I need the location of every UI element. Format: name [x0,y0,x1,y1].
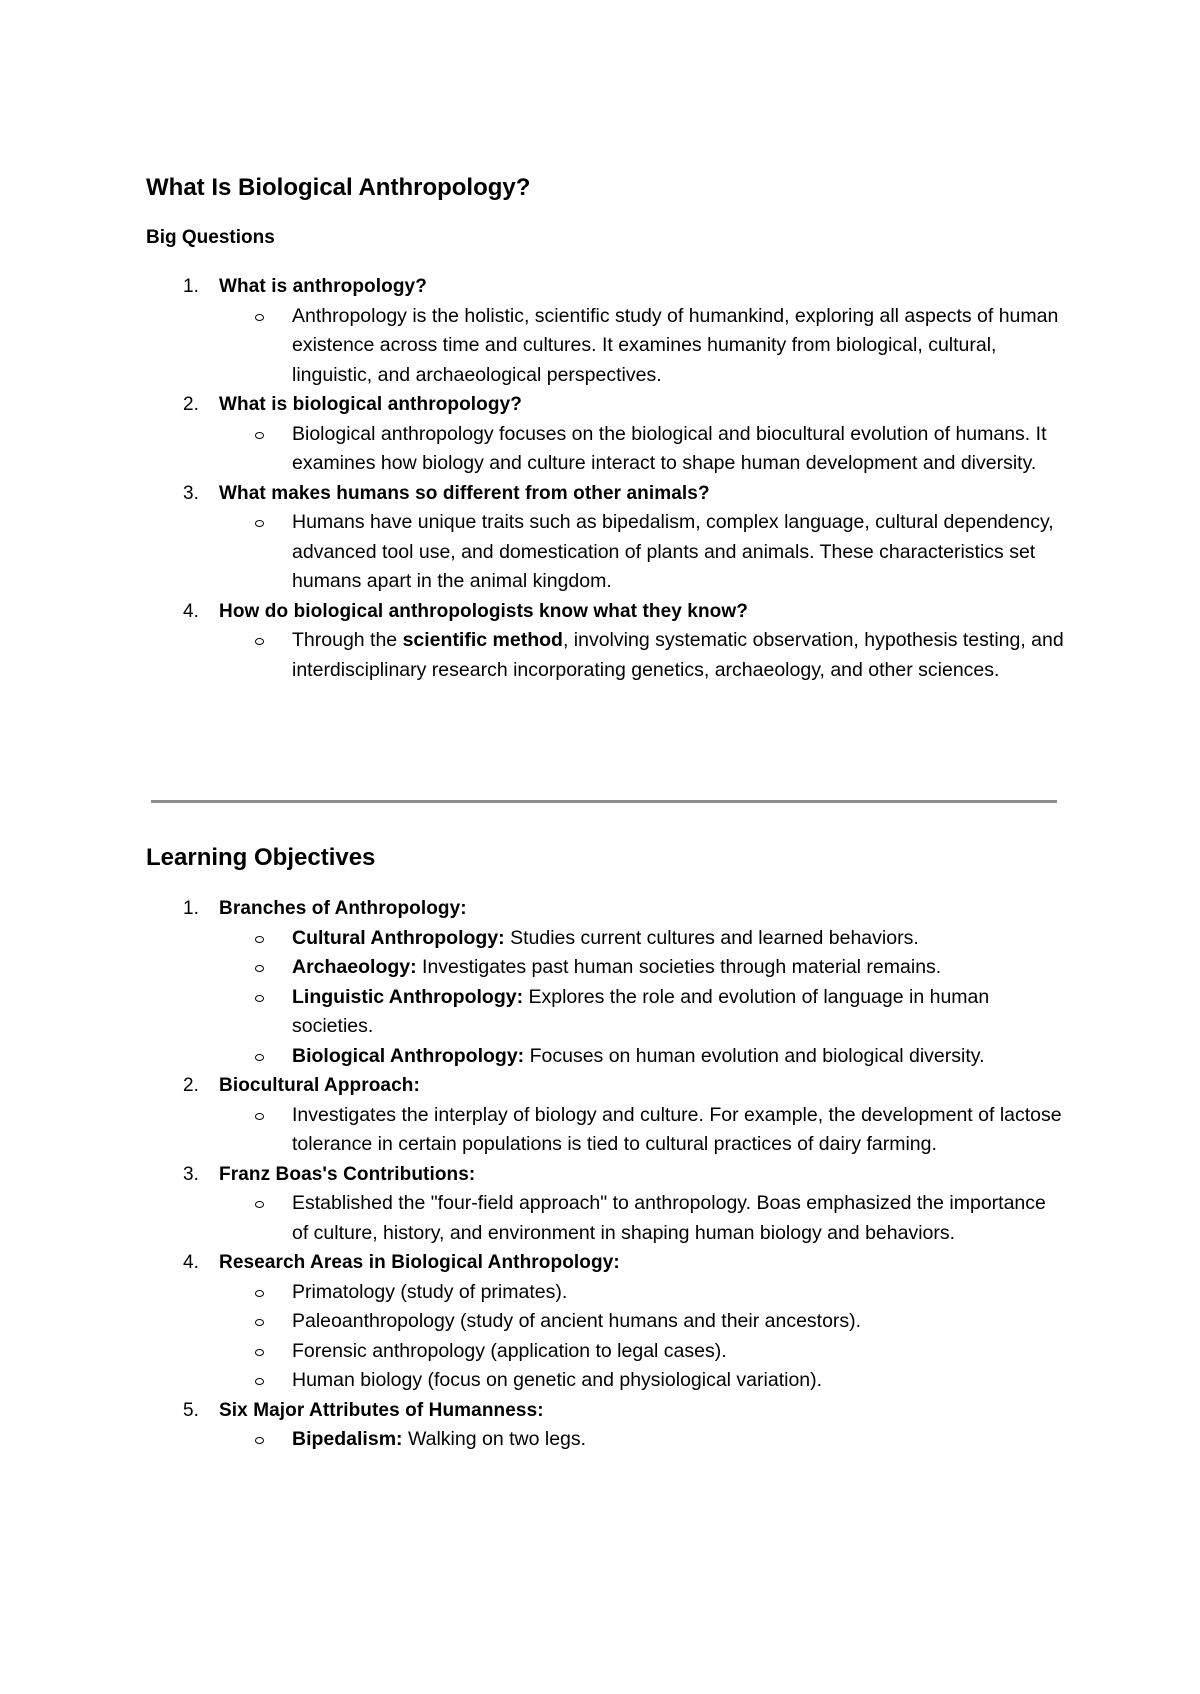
objective-item [146,894,1066,1071]
hollow-bullet-icon [255,936,264,943]
question-item [146,479,1066,597]
sub-item-text: Primatology (study of primates). [292,1280,568,1303]
answer-item [219,626,1066,685]
hollow-bullet-icon [255,638,264,645]
sub-item-text: Investigates the interplay of biology and culture. For example, the development of lactose tolerance in certain populations is tied to cultural practices of dairy farming. [292,1103,1062,1155]
sub-item-text: Established the "four-field approach" to anthropology. Boas emphasized the importance of culture, history, and environment in shaping human biology and behaviors. [292,1192,1046,1244]
sub-item-text: Walking on two legs. [402,1428,587,1450]
sub-item-term: Cultural Anthropology: [292,926,505,949]
sub-item-text: Investigates past human societies through material remains. [416,956,942,978]
objectives-list [146,894,1066,1455]
answer-list [219,626,1066,685]
section-learning-objectives [146,842,1066,1455]
objective-title: Franz Boas's Contributions: [219,1163,476,1185]
question-item [146,272,1066,390]
hollow-bullet-icon [255,1349,264,1356]
sub-item-term: Bipedalism: [292,1428,403,1450]
sub-item-text: Human biology (focus on genetic and physiological variation). [292,1369,823,1391]
list-number: 2. [183,1075,199,1096]
objective-item [146,1071,1066,1160]
section-big-questions [146,172,1066,685]
sub-item [219,983,1066,1042]
question-title: What is biological anthropology? [219,394,522,415]
question-title: What makes humans so different from other animals? [219,482,710,504]
list-number: 1. [183,276,199,297]
list-number: 2. [183,394,199,415]
question-item [146,390,1066,479]
sub-item-text: Explores the role and evolution of language in human societies. [292,985,990,1037]
hollow-bullet-icon [255,1378,264,1385]
hollow-bullet-icon [255,1201,264,1208]
sub-item [219,1278,1066,1308]
list-number: 1. [183,898,199,919]
sub-item-text: Paleoanthropology (study of ancient humans and their ancestors). [292,1310,862,1332]
section-title: Learning Objectives [146,844,376,871]
objective-sublist [219,1101,1066,1160]
sub-item [219,1307,1066,1337]
hollow-bullet-icon [255,1319,264,1326]
question-item [146,597,1066,686]
objective-title: Six Major Attributes of Humanness: [219,1399,544,1421]
sub-item [219,924,1066,954]
sub-item [219,1042,1066,1072]
objective-sublist [219,1189,1066,1248]
answer-item [219,508,1066,597]
list-number: 4. [183,600,199,622]
hollow-bullet-icon [255,520,264,527]
hollow-bullet-icon [255,995,264,1002]
answer-text-after: , involving systematic observation, hypothesis testing, and interdisciplinary research incorporating genetics, archaeology, and other sciences. [292,629,1064,681]
horizontal-divider [151,800,1057,803]
section-subtitle: Big Questions [146,227,275,248]
hollow-bullet-icon [255,314,264,321]
answer-text: Humans have unique traits such as bipedalism, complex language, cultural dependency, advanced tool use, and domestication of plants and animals. These characteristics set humans apart in the animal kingdom. [292,511,1054,592]
answer-text-before: Through the [292,629,403,651]
answer-item [219,420,1066,479]
sub-item [219,1189,1066,1248]
hollow-bullet-icon [255,965,264,972]
sub-item [219,1337,1066,1367]
sub-item-term: Linguistic Anthropology: [292,985,524,1008]
sub-item-term: Biological Anthropology: [292,1044,525,1067]
objective-sublist [219,1278,1066,1396]
list-number: 5. [183,1399,199,1421]
sub-item [219,1425,1066,1455]
answer-text: Anthropology is the holistic, scientific study of humankind, exploring all aspects of human existence across time and cultures. It examines humanity from biological, cultural, linguistic, and archaeological perspectives. [292,304,1059,386]
questions-list [146,272,1066,685]
hollow-bullet-icon [255,1290,264,1297]
objective-title: Research Areas in Biological Anthropology: [219,1252,620,1273]
question-title: What is anthropology? [219,276,427,297]
sub-item-text: Forensic anthropology (application to legal cases). [292,1339,727,1362]
objective-item [146,1248,1066,1396]
objective-item [146,1396,1066,1455]
sub-item-text: Studies current cultures and learned behaviors. [504,926,919,949]
objective-sublist [219,924,1066,1072]
objective-title: Branches of Anthropology: [219,898,467,919]
hollow-bullet-icon [255,1113,264,1120]
question-title: How do biological anthropologists know what they know? [219,600,748,622]
objective-sublist [219,1425,1066,1455]
sub-item-term: Archaeology: [292,956,417,978]
answer-text: Biological anthropology focuses on the biological and biocultural evolution of humans. It examines how biology and culture interact to shape human development and diversity. [292,422,1047,474]
hollow-bullet-icon [255,432,264,439]
list-number: 3. [183,1163,199,1185]
list-number: 3. [183,482,199,504]
answer-item [219,302,1066,391]
hollow-bullet-icon [255,1437,264,1444]
page-title: What Is Biological Anthropology? [146,174,531,201]
objective-title: Biocultural Approach: [219,1075,420,1096]
objective-item [146,1160,1066,1249]
answer-list [219,302,1066,391]
answer-list [219,420,1066,479]
sub-item [219,953,1066,983]
hollow-bullet-icon [255,1054,264,1061]
sub-item-text: Focuses on human evolution and biological diversity. [524,1044,985,1067]
list-number: 4. [183,1252,199,1273]
sub-item [219,1366,1066,1396]
sub-item [219,1101,1066,1160]
answer-emphasis: scientific method [402,629,563,651]
answer-list [219,508,1066,597]
